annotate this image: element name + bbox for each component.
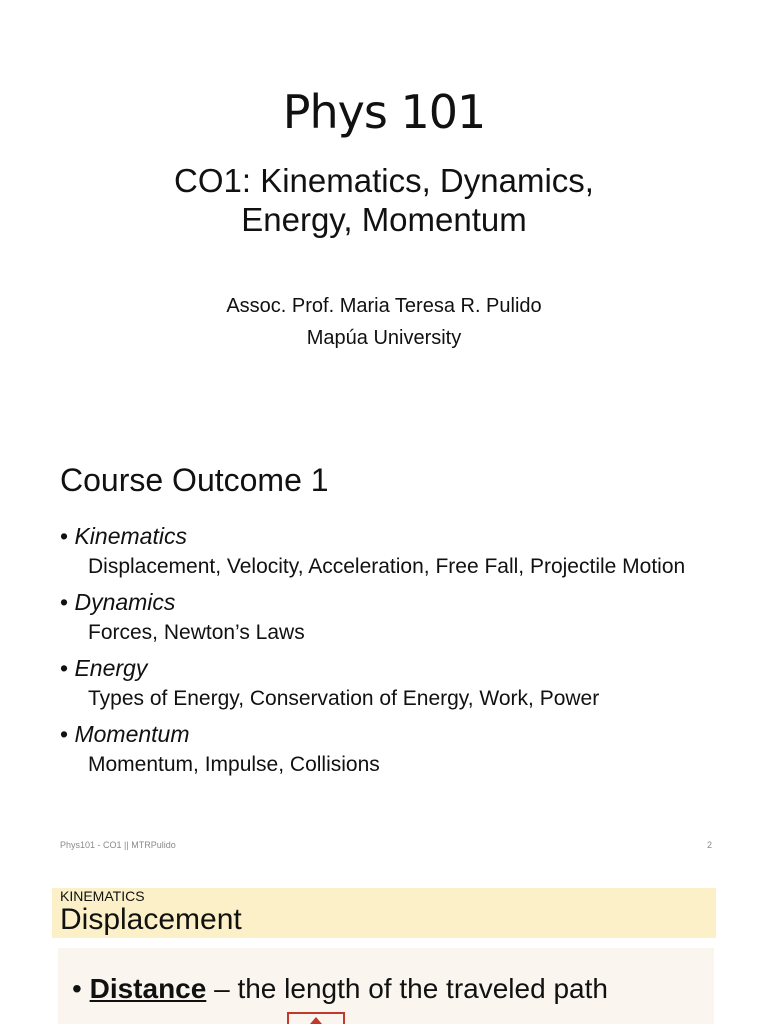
list-item-label: Momentum xyxy=(74,721,190,747)
arrow-up-icon xyxy=(310,1017,322,1024)
list-item-title xyxy=(60,655,740,681)
slide-footer: Phys101 - CO1 || MTRPulido xyxy=(60,840,176,850)
list-item-description: Forces, Newton’s Laws xyxy=(88,621,305,644)
list-item xyxy=(60,655,740,712)
list-item-label: Kinematics xyxy=(74,523,187,549)
page-number: 2 xyxy=(706,840,712,850)
list-item xyxy=(60,589,740,646)
slide-heading: Course Outcome 1 xyxy=(60,462,329,498)
bullet-glyph: • xyxy=(60,523,69,549)
list-item-description: Displacement, Velocity, Acceleration, Free Fall, Projectile Motion xyxy=(88,555,686,578)
bullet-glyph: • xyxy=(60,721,69,747)
bullet-definition: – the length of the traveled path xyxy=(206,973,608,1004)
list-item xyxy=(60,523,740,580)
slide-subtitle-line-1: CO1: Kinematics, Dynamics, xyxy=(174,162,594,199)
list-item xyxy=(60,721,740,778)
slide-subtitle-line-2: Energy, Momentum xyxy=(241,201,527,238)
section-label: KINEMATICS xyxy=(60,888,145,904)
slide-title: Phys 101 xyxy=(282,85,486,139)
bullet-glyph: • xyxy=(60,589,69,615)
list-item-title xyxy=(60,589,740,615)
list-item-label: Dynamics xyxy=(74,589,176,615)
list-item-description: Momentum, Impulse, Collisions xyxy=(88,753,380,776)
bullet-glyph: • xyxy=(72,973,82,1004)
bullet-line xyxy=(72,972,608,1006)
list-item-label: Energy xyxy=(74,655,148,681)
list-item-title xyxy=(60,721,740,747)
list-item-description: Types of Energy, Conservation of Energy, Work, Power xyxy=(88,687,600,710)
affiliation: Mapúa University xyxy=(306,327,462,349)
outcome-list xyxy=(60,523,740,787)
list-item-title xyxy=(60,523,740,549)
bullet-glyph: • xyxy=(60,655,69,681)
bullet-term: Distance xyxy=(89,973,207,1004)
author-name: Assoc. Prof. Maria Teresa R. Pulido xyxy=(226,295,542,317)
slide-heading: Displacement xyxy=(60,903,242,936)
